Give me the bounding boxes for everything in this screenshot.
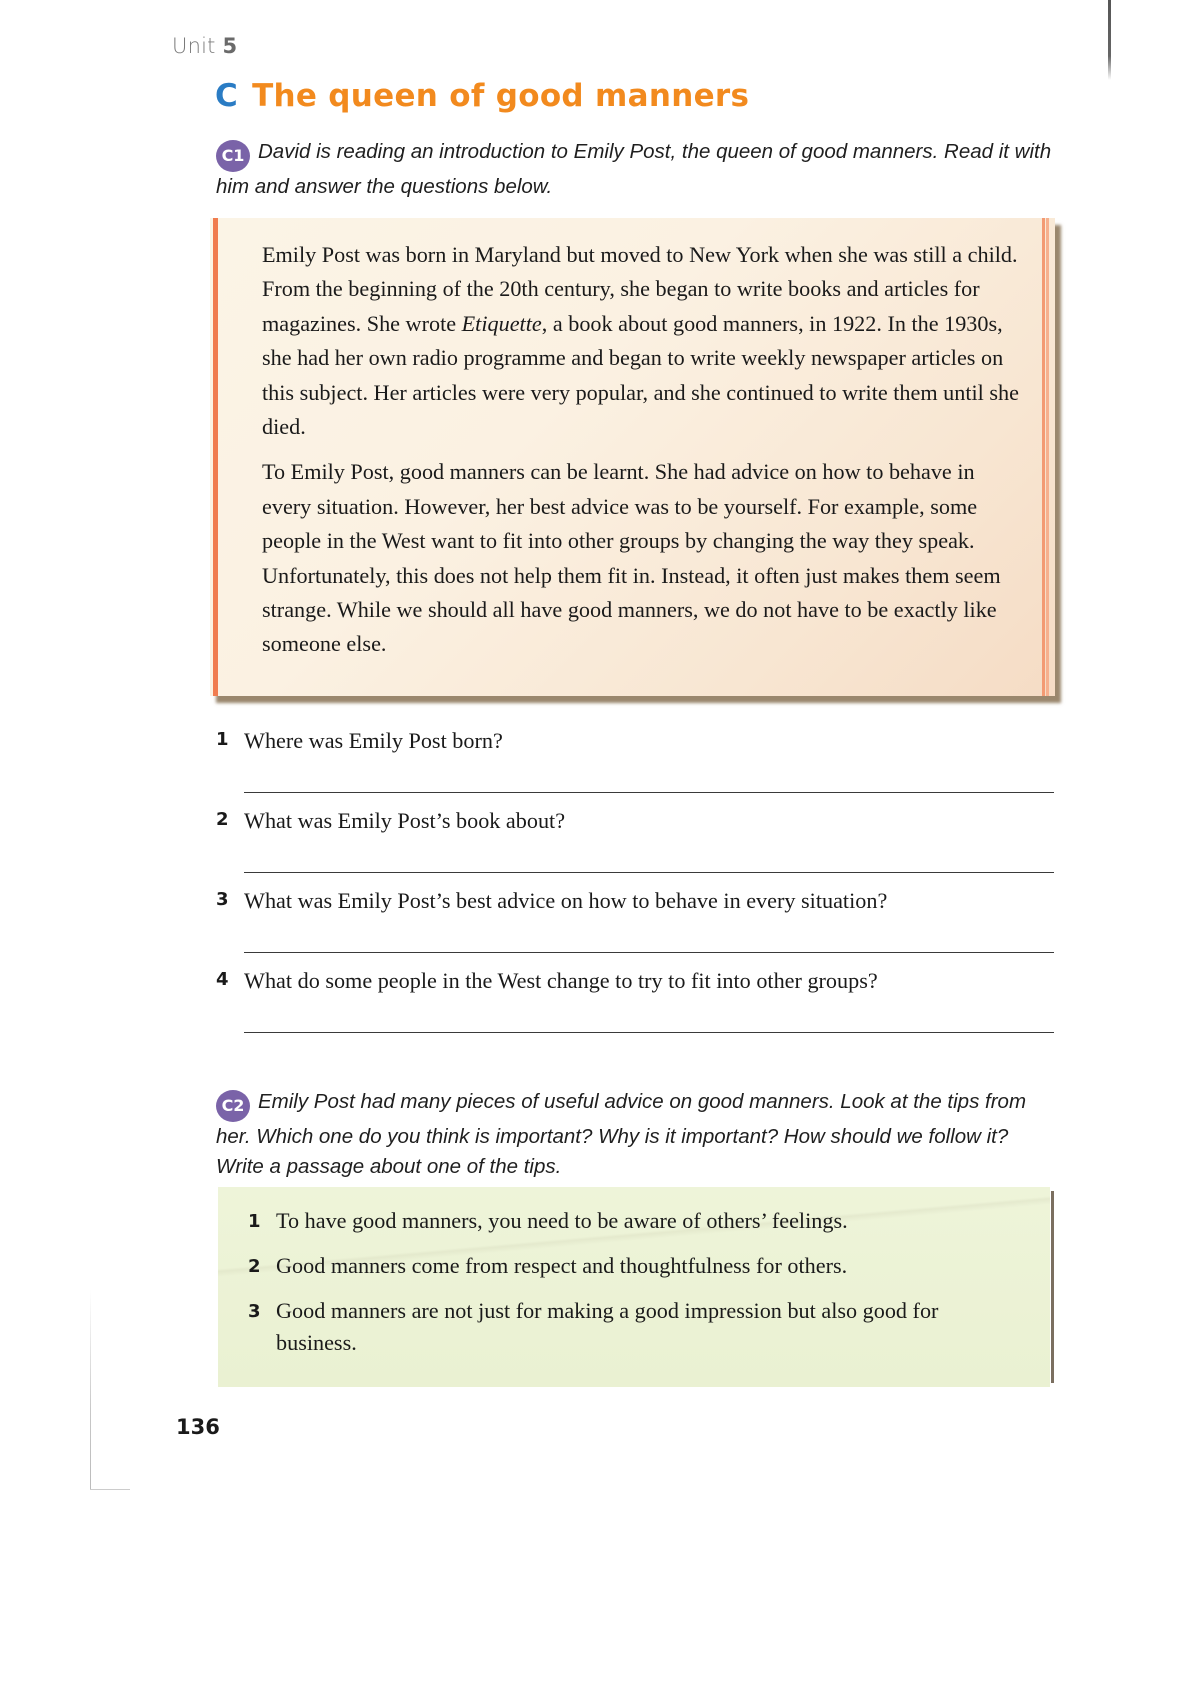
tip-number: 2 [248,1256,261,1277]
tip-text: To have good manners, you need to be aware of others’ feelings. [276,1208,848,1233]
paragraph-1-start: Emily Post was born in Maryland but moved to New York when she was still a child. From the beginning of the 20th century, she began to write books and articles for magazines. She wrote [262,242,1018,336]
question-text: What was Emily Post’s book about? [244,808,566,833]
question-text: What do some people in the West change to try to fit into other groups? [244,968,878,993]
tip-text: Good manners come from respect and thoughtfulness for others. [276,1253,848,1278]
reading-paragraph-1 [262,238,1022,444]
section-title: The queen of good manners [252,78,750,114]
question-item [216,806,1056,886]
tips-box [218,1187,1050,1387]
page-edge-corner [90,1489,130,1490]
tip-item [248,1205,1008,1237]
paragraph-1-end: , a book about good manners, in 1922. In the 1930s, she had her own radio programme and began to write weekly newspaper articles on this subject. Her articles were very popular, and she continued to write them until she died. [262,310,1019,440]
book-title: Etiquette [461,310,542,336]
tips-list [248,1205,1008,1372]
question-number: 1 [216,729,229,750]
activity-c1-instruction [216,137,1056,202]
question-item [216,886,1056,966]
page-edge-shadow [1108,0,1111,80]
tip-text: Good manners are not just for making a good impression but also good for business. [276,1298,939,1355]
unit-number: 5 [222,34,238,58]
tip-number: 1 [248,1211,261,1232]
answer-field-1[interactable] [244,792,1054,795]
question-text: What was Emily Post’s best advice on how to behave in every situation? [244,888,888,913]
section-heading [215,78,749,114]
section-letter: C [215,78,239,114]
activity-badge-c1: C1 [216,140,250,172]
question-text: Where was Emily Post born? [244,728,503,753]
question-number: 4 [216,969,229,990]
page-edge-left [90,1290,91,1490]
tip-item [248,1250,1008,1282]
tip-item [248,1295,1008,1359]
comprehension-questions [216,726,1056,1046]
unit-word: Unit [172,34,216,58]
reading-paragraph-2: To Emily Post, good manners can be learnt. She had advice on how to behave in every situation. However, her best advice was to be yourself. For example, some people in the West want to fit into other groups by changing the way they speak. Unfortunately, this does not help them fit in. Instead, it often just makes them seem strange. While we should all have good manners, we do not have to be exactly like someone else. [262,459,1001,657]
activity-c2-text: Emily Post had many pieces of useful advice on good manners. Look at the tips from her. Which one do you think is important? Why is it important? How should we follow it? Write a passage about one of the tips. [216,1090,1027,1178]
answer-field-4[interactable] [244,1032,1054,1035]
activity-c1-text: David is reading an introduction to Emily Post, the queen of good manners. Read it with him and answer the questions below. [216,140,1052,198]
unit-label [172,34,237,58]
activity-badge-c2: C2 [216,1090,250,1122]
reading-passage [262,238,1022,673]
answer-field-3[interactable] [244,952,1054,955]
reading-passage-box [210,218,1055,696]
activity-c2-instruction [216,1087,1056,1182]
question-item [216,966,1056,1046]
question-number: 2 [216,809,229,830]
question-number: 3 [216,889,229,910]
page-number: 136 [176,1415,220,1439]
tip-number: 3 [248,1301,261,1322]
question-item [216,726,1056,806]
answer-field-2[interactable] [244,872,1054,875]
